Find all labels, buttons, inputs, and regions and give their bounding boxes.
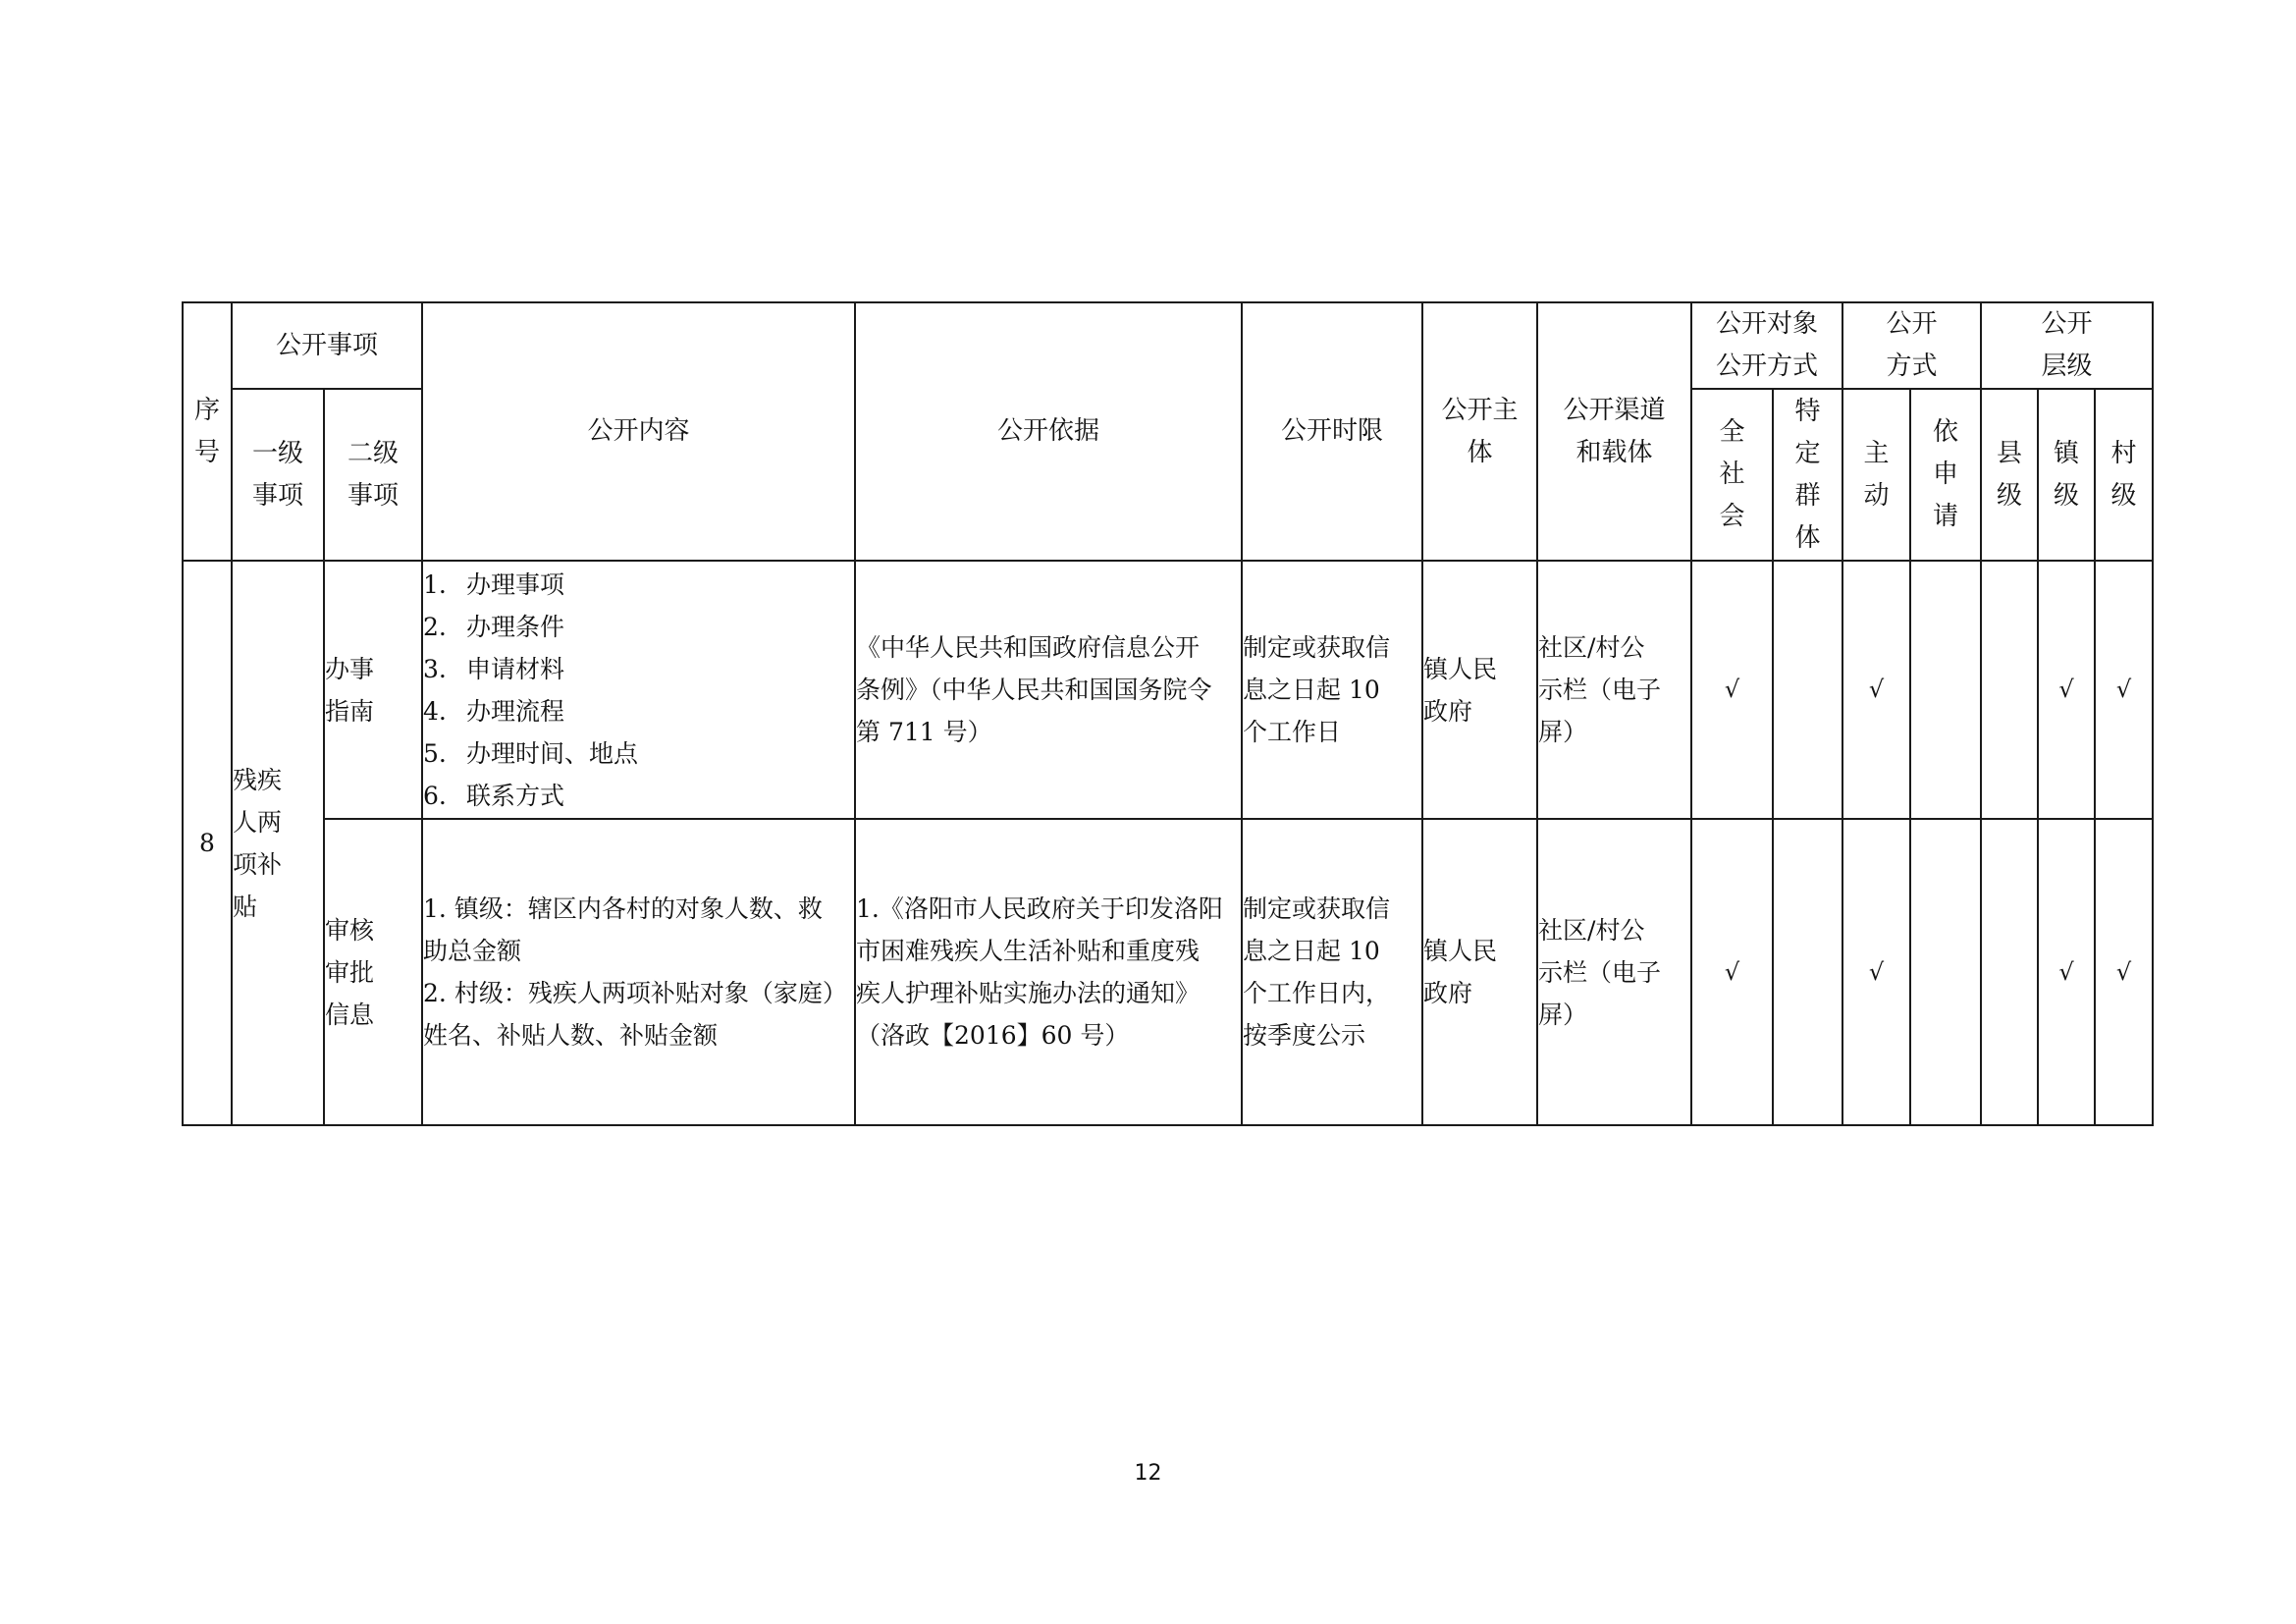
row1-channel: 社区/村公 示栏（电子 屏） (1537, 561, 1691, 819)
header-basis: 公开依据 (855, 302, 1242, 561)
content-list (423, 564, 854, 817)
header-level-county: 县 级 (1981, 389, 2038, 561)
row1-subject: 镇人民 政府 (1422, 561, 1537, 819)
header-level-group: 公开 层级 (1981, 302, 2153, 389)
row2-all-society-check: √ (1691, 819, 1773, 1125)
list-item: 4. 办理流程 (423, 696, 565, 726)
row1-time-limit: 制定或获取信 息之日起 10 个工作日 (1242, 561, 1422, 819)
row2-subject: 镇人民 政府 (1422, 819, 1537, 1125)
header-subject: 公开主 体 (1422, 302, 1537, 561)
header-target-all: 全 社 会 (1691, 389, 1773, 561)
header-target-specific: 特 定 群 体 (1773, 389, 1842, 561)
row2-village-check: √ (2095, 819, 2153, 1125)
row1-town-check: √ (2038, 561, 2095, 819)
row1-basis: 《中华人民共和国政府信息公开 条例》（中华人民共和国国务院令 第 711 号） (855, 561, 1242, 819)
header-level-town: 镇 级 (2038, 389, 2095, 561)
list-item: 3. 申请材料 (423, 654, 565, 683)
header-method-group: 公开 方式 (1842, 302, 1981, 389)
table-row (183, 561, 2153, 819)
record-level1: 残疾 人两 项补 贴 (232, 561, 324, 1125)
header-method-request: 依 申 请 (1910, 389, 1981, 561)
header-method-active: 主 动 (1842, 389, 1910, 561)
row1-content (422, 561, 855, 819)
header-level-village: 村 级 (2095, 389, 2153, 561)
row1-specific-group-check (1773, 561, 1842, 819)
row1-all-society-check: √ (1691, 561, 1773, 819)
row2-county-check (1981, 819, 2038, 1125)
list-item: 5. 办理时间、地点 (423, 738, 639, 768)
row2-town-check: √ (2038, 819, 2095, 1125)
list-item: 2. 办理条件 (423, 612, 565, 641)
row2-basis: 1.《洛阳市人民政府关于印发洛阳 市困难残疾人生活补贴和重度残 疾人护理补贴实施办法的通知》 （洛政【2016】60 号） (855, 819, 1242, 1125)
header-channel: 公开渠道 和载体 (1537, 302, 1691, 561)
header-items-group: 公开事项 (232, 302, 422, 389)
header-seq: 序 号 (183, 302, 232, 561)
list-item: 1. 办理事项 (423, 569, 565, 599)
row2-channel: 社区/村公 示栏（电子 屏） (1537, 819, 1691, 1125)
row2-content: 1. 镇级：辖区内各村的对象人数、救 助总金额 2. 村级：残疾人两项补贴对象（家庭） 姓名、补贴人数、补贴金额 (422, 819, 855, 1125)
record-seq: 8 (183, 561, 232, 1125)
row2-time-limit: 制定或获取信 息之日起 10 个工作日内， 按季度公示 (1242, 819, 1422, 1125)
row1-request-check (1910, 561, 1981, 819)
page-number: 12 (1134, 1461, 1162, 1486)
row2-request-check (1910, 819, 1981, 1125)
row1-village-check: √ (2095, 561, 2153, 819)
header-time-limit: 公开时限 (1242, 302, 1422, 561)
header-level2: 二级 事项 (324, 389, 422, 561)
list-item: 6. 联系方式 (423, 781, 565, 810)
row2-active-check: √ (1842, 819, 1910, 1125)
header-content: 公开内容 (422, 302, 855, 561)
row2-level2: 审核 审批 信息 (324, 819, 422, 1125)
header-target-group: 公开对象 公开方式 (1691, 302, 1842, 389)
row1-county-check (1981, 561, 2038, 819)
row2-specific-group-check (1773, 819, 1842, 1125)
table-row (183, 819, 2153, 1125)
disclosure-table (182, 301, 2154, 1126)
row1-level2: 办事 指南 (324, 561, 422, 819)
row1-active-check: √ (1842, 561, 1910, 819)
header-level1: 一级 事项 (232, 389, 324, 561)
